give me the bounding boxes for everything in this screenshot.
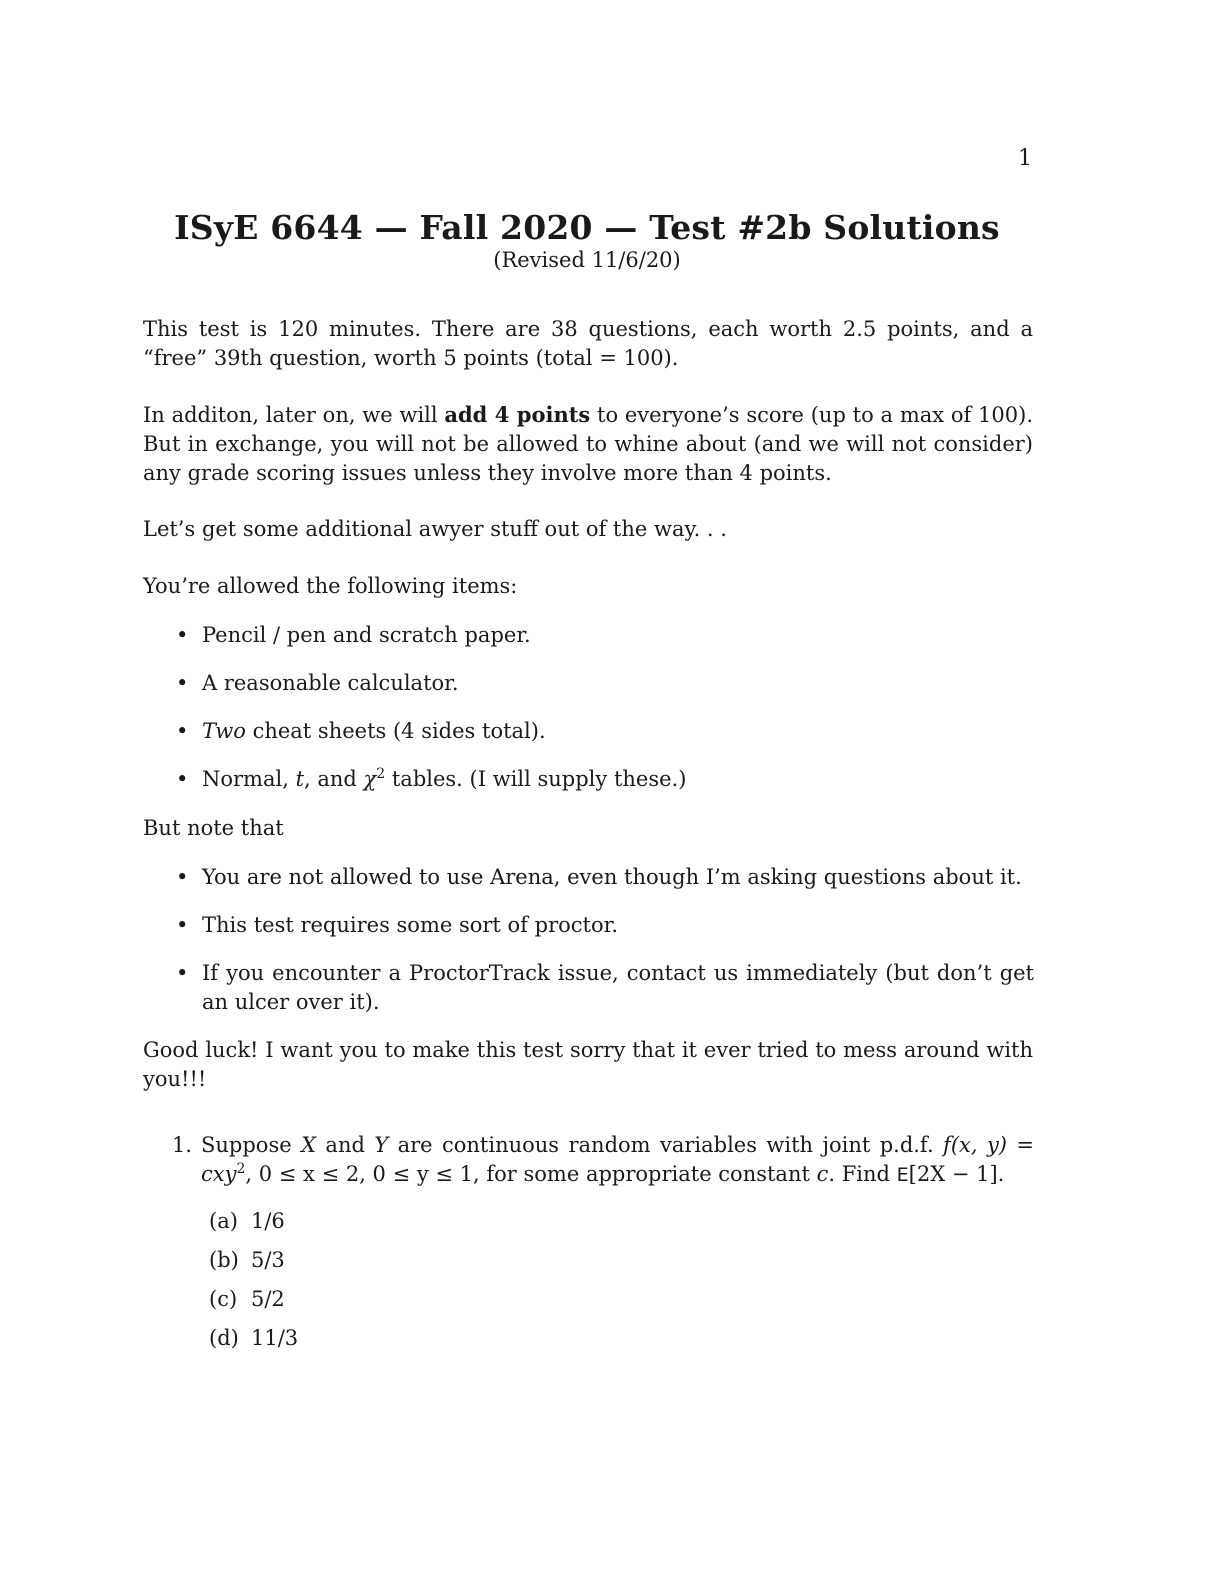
bonus-text-after: to everyone’s score (up to a max of 100). But in exchange, you will not be allowed to whine about (and we will not consider) any grade scoring issues unless they involve more than 4 points.	[143, 403, 1034, 485]
list-item	[176, 669, 1034, 698]
option-value: 5/3	[251, 1248, 285, 1272]
question-text-part: and	[316, 1133, 375, 1157]
list-item	[176, 717, 1034, 746]
answer-option-b	[209, 1246, 1034, 1285]
math-equals: =	[1007, 1133, 1035, 1157]
intro-paragraph-lawyer: Let’s get some additional awyer stuff out of the way. . .	[143, 517, 727, 541]
list-item-text: tables. (I will supply these.)	[385, 767, 687, 791]
math-superscript: 2	[376, 766, 386, 782]
math-c: c	[816, 1162, 829, 1186]
bullet-icon: •	[176, 719, 189, 743]
page-title: ISyE 6644 — Fall 2020 — Test #2b Solutions	[174, 208, 1000, 247]
page-subtitle: (Revised 11/6/20)	[493, 248, 681, 272]
math-t: t	[295, 767, 305, 791]
option-label: (c)	[209, 1287, 238, 1311]
intro-paragraph-allowed: You’re allowed the following items:	[143, 574, 518, 598]
bullet-icon: •	[176, 767, 189, 791]
math-x-var: X	[301, 1133, 317, 1157]
option-value: 1/6	[251, 1209, 285, 1233]
question-text	[201, 1131, 1034, 1190]
list-item-text: Normal,	[202, 767, 296, 791]
list-item-text: You are not allowed to use Arena, even though I’m asking questions about it.	[202, 865, 1022, 889]
question-text-part: are continuous random variables with joint p.d.f.	[388, 1133, 944, 1157]
answer-options	[209, 1207, 1034, 1363]
question-text-part: , 0 ≤ x ≤ 2, 0 ≤ y ≤ 1, for some appropriate constant	[245, 1162, 817, 1186]
question-number: 1.	[172, 1133, 193, 1157]
list-item-text: , and	[304, 767, 364, 791]
option-value: 5/2	[251, 1287, 285, 1311]
list-item-text: If you encounter a ProctorTrack issue, contact us immediately (but don’t get an ulcer over it).	[202, 961, 1034, 1014]
question-1	[172, 1131, 1034, 1363]
bullet-icon: •	[176, 671, 189, 695]
list-item-text: This test requires some sort of proctor.	[202, 913, 619, 937]
intro-paragraph-duration: This test is 120 minutes. There are 38 questions, each worth 2.5 points, and a “free” 39th question, worth 5 points (total = 100).	[143, 317, 1033, 370]
math-chi: χ	[363, 767, 377, 791]
math-expectation: E	[896, 1164, 909, 1186]
question-text-part: Suppose	[201, 1133, 302, 1157]
question-text-part: . Find	[828, 1162, 897, 1186]
bullet-icon: •	[176, 623, 189, 647]
intro-paragraph-bonus	[143, 400, 1033, 488]
allowed-items-list	[176, 621, 1034, 813]
bullet-icon: •	[176, 913, 189, 937]
answer-option-a	[209, 1207, 1034, 1246]
list-item	[176, 621, 1034, 650]
list-item	[176, 765, 1034, 794]
list-item	[176, 863, 1034, 892]
list-item-italic: Two	[202, 719, 246, 743]
bullet-icon: •	[176, 865, 189, 889]
answer-option-d	[209, 1324, 1034, 1363]
but-note-paragraph: But note that	[143, 816, 284, 840]
option-label: (b)	[209, 1248, 239, 1272]
page-number: 1	[1018, 146, 1032, 171]
math-superscript: 2	[236, 1161, 246, 1177]
list-item-text: A reasonable calculator.	[202, 671, 459, 695]
list-item	[176, 959, 1034, 1017]
math-cxy: cxy	[201, 1162, 237, 1186]
option-label: (d)	[209, 1326, 239, 1350]
notes-list	[176, 863, 1034, 1036]
question-text-part: [2X − 1].	[908, 1162, 1005, 1186]
option-label: (a)	[209, 1209, 238, 1233]
math-y-var: Y	[374, 1133, 389, 1157]
closing-paragraph: Good luck! I want you to make this test sorry that it ever tried to mess around with you!!!	[143, 1038, 1033, 1091]
list-item	[176, 911, 1034, 940]
list-item-text: Pencil / pen and scratch paper.	[202, 623, 531, 647]
bonus-text-before: In additon, later on, we will	[143, 403, 445, 427]
answer-option-c	[209, 1285, 1034, 1324]
math-f: f	[943, 1133, 951, 1157]
option-value: 11/3	[251, 1326, 299, 1350]
bonus-text-bold: add 4 points	[444, 402, 591, 427]
math-args: (x, y)	[950, 1133, 1008, 1157]
bullet-icon: •	[176, 961, 189, 985]
list-item-text: cheat sheets (4 sides total).	[245, 719, 546, 743]
